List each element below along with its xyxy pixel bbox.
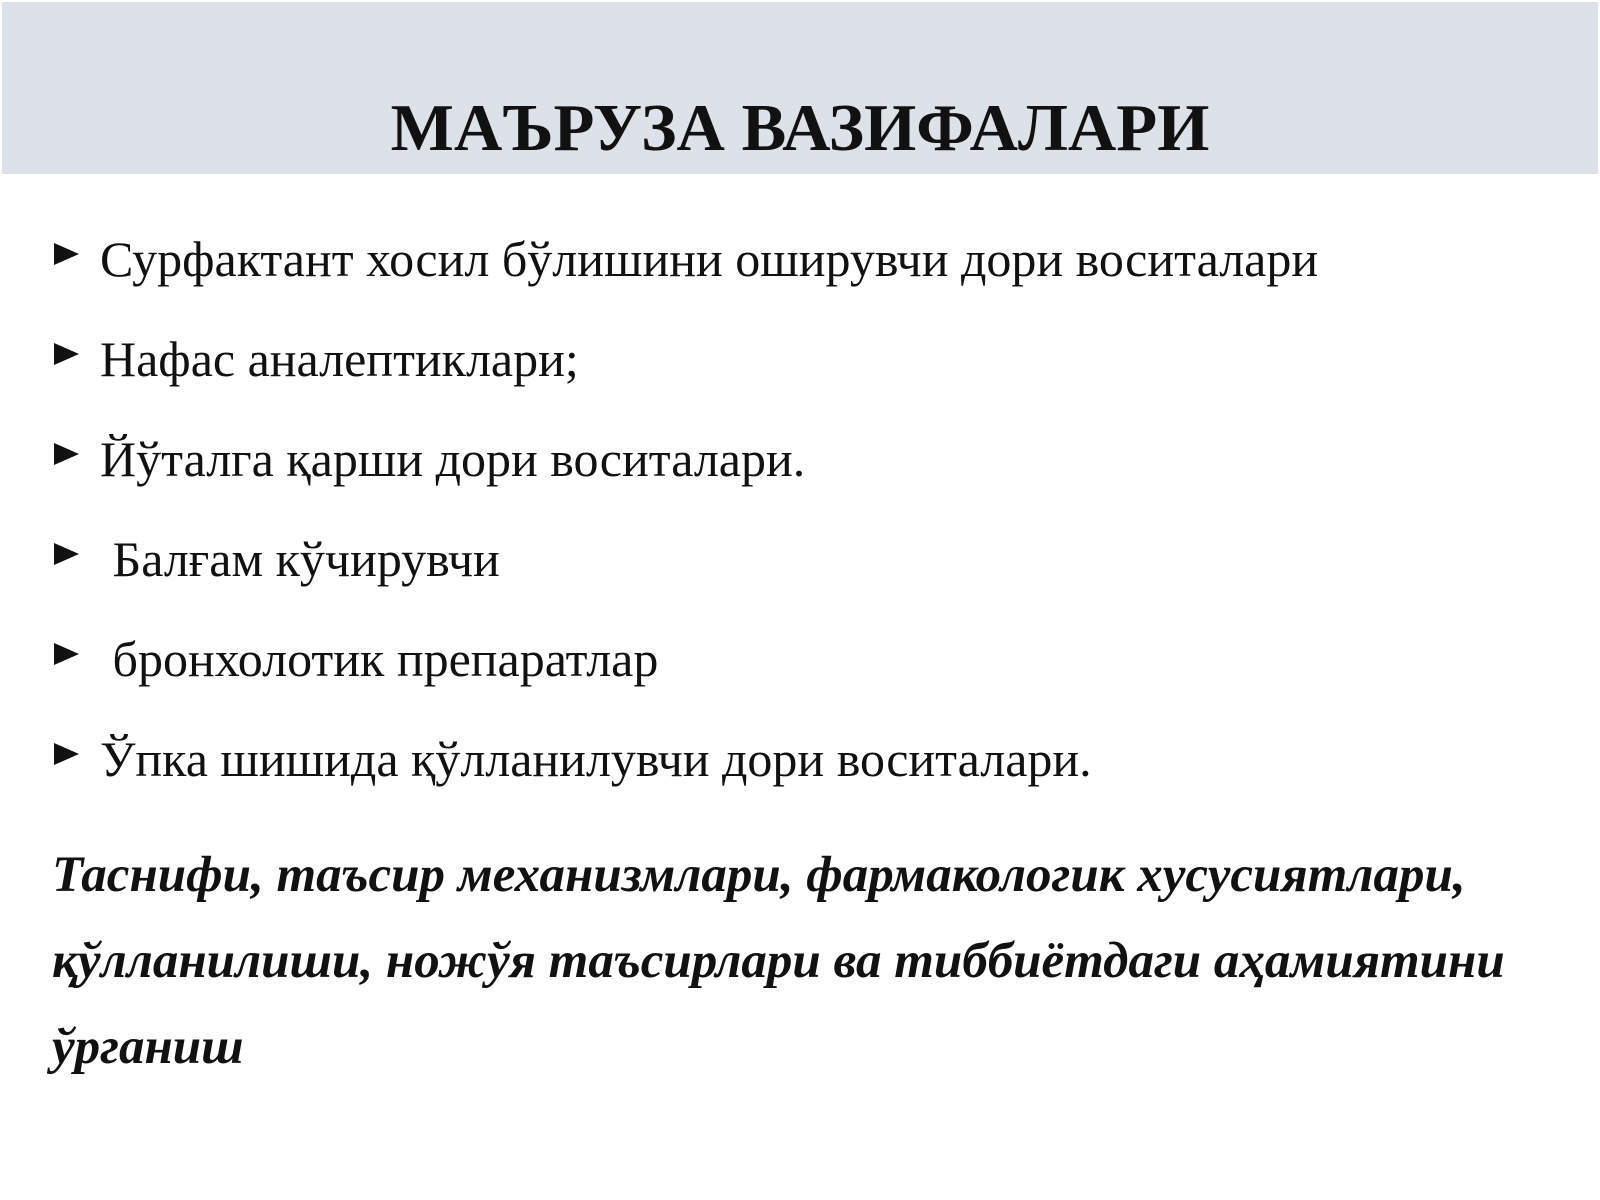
bullet-text: Нафас аналептиклари; — [100, 331, 579, 387]
bullet-text: Ўпка шишида қўлланилувчи дори воситалари. — [100, 731, 1092, 787]
bullet-text: Сурфактант хосил бўлишини оширувчи дори воситалари — [100, 231, 1319, 287]
triangle-bullet-icon — [54, 443, 79, 465]
triangle-bullet-icon — [54, 743, 79, 765]
slide-title: МАЪРУЗА ВАЗИФАЛАРИ — [390, 91, 1210, 165]
bullet-text: бронхолотик препаратлар — [100, 631, 659, 687]
triangle-bullet-icon — [54, 243, 79, 265]
triangle-bullet-icon — [54, 343, 79, 365]
summary-text: Таснифи, таъсир механизмлари, фармакологик хусусиятлари, қўлланилиши, ножўя таъсирлари ва тиббиётдаги аҳамиятини ўрганиш — [52, 847, 1505, 1075]
bullet-text: Йўталга қарши дори воситалари. — [100, 431, 806, 487]
triangle-bullet-icon — [54, 643, 79, 665]
triangle-bullet-icon — [54, 543, 79, 565]
bullet-text: Балғам кўчирувчи — [100, 531, 500, 587]
